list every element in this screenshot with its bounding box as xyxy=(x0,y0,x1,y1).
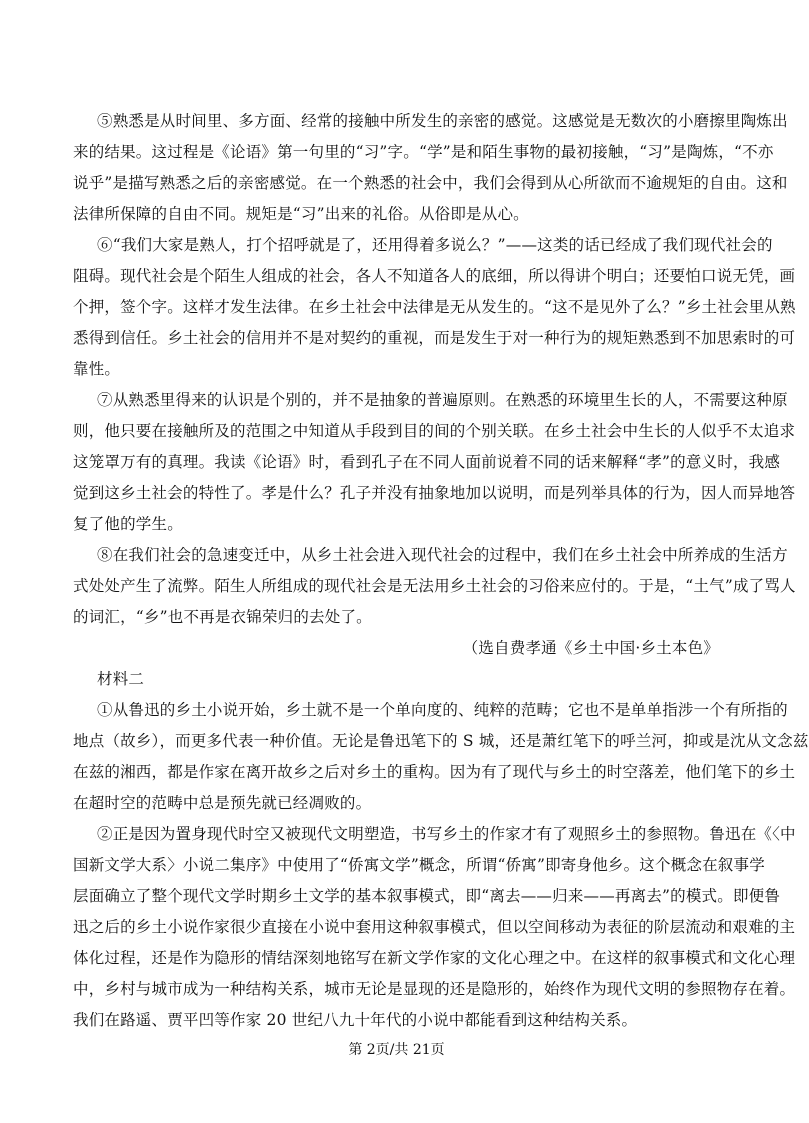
material-one-paragraph-4-line: 的词汇，“乡”也不再是衣锦荣归的去处了。 xyxy=(73,608,372,626)
material-one-paragraph-3-line: 觉到这乡土社会的特性了。孝是什么？孔子并没有抽象地加以说明，而是列举具体的行为，因人而异地答 xyxy=(73,484,796,502)
material-two-paragraph-2-line: 我们在路遥、贾平凹等作家 20 世纪八九十年代的小说中都能看到这种结构关系。 xyxy=(73,1011,638,1029)
page-footer: 第 2页/共 21页 xyxy=(348,1042,445,1058)
source-citation: （选自费孝通《乡土中国·乡土本色》 xyxy=(462,639,719,657)
material-one-paragraph-2-line: ⑥“我们大家是熟人，打个招呼就是了，还用得着多说么？”——这类的话已经成了我们现代社会的 xyxy=(97,236,773,254)
material-two-paragraph-2-line: 迅之后的乡土小说作家很少直接在小说中套用这种叙事模式，但以空间移动为表征的阶层流动和艰难的主 xyxy=(73,918,796,936)
material-one-paragraph-1-line: 来的结果。这过程是《论语》第一句里的“习”字。“学”是和陌生事物的最初接触，“习”是陶炼，“不亦 xyxy=(73,143,774,161)
material-two-paragraph-2-line: 体化过程，还是作为隐形的情结深刻地铭写在新文学作家的文化心理之中。在这样的叙事模式和文化心理 xyxy=(73,949,796,967)
material-one-paragraph-4-line: ⑧在我们社会的急速变迁中，从乡土社会进入现代社会的过程中，我们在乡土社会中所养成的生活方 xyxy=(97,546,788,564)
material-two-paragraph-2-line: 中，乡村与城市成为一种结构关系，城市无论是显现的还是隐形的，始终作为现代文明的参照物存在着。 xyxy=(73,980,796,998)
material-two-paragraph-2-line: ②正是因为置身现代时空又被现代文明塑造，书写乡土的作家才有了观照乡土的参照物。鲁迅在《〈中 xyxy=(97,825,796,843)
material-two-paragraph-2-line: 国新文学大系〉小说二集序》中使用了“侨寓文学”概念，所谓“侨寓”即寄身他乡。这个概念在叙事学 xyxy=(73,856,765,874)
material-two-heading: 材料二 xyxy=(97,670,145,688)
material-one-paragraph-3-line: 则，他只要在接触所及的范围之中知道从手段到目的间的个别关联。在乡土社会中生长的人似乎不太追求 xyxy=(73,422,796,440)
material-one-paragraph-4-line: 式处处产生了流弊。陌生人所组成的现代社会是无法用乡土社会的习俗来应付的。于是，“土气”成了骂人 xyxy=(73,577,796,595)
material-two-paragraph-1-line: 地点（故乡），而更多代表一种价值。无论是鲁迅笔下的 S 城，还是萧红笔下的呼兰河，抑或是沈从文念兹 xyxy=(73,732,809,750)
material-one-paragraph-2-line: 阻碍。现代社会是个陌生人组成的社会，各人不知道各人的底细，所以得讲个明白；还要怕口说无凭，画 xyxy=(73,267,796,285)
material-one-paragraph-1-line: 说乎”是描写熟悉之后的亲密感觉。在一个熟悉的社会中，我们会得到从心所欲而不逾规矩的自由。这和 xyxy=(73,174,788,192)
material-two-paragraph-1-line: 在超时空的范畴中总是预先就已经凋败的。 xyxy=(73,794,372,812)
material-one-paragraph-2-line: 悉得到信任。乡土社会的信用并不是对契约的重视，而是发生于对一种行为的规矩熟悉到不加思索时的可 xyxy=(73,329,796,347)
material-one-paragraph-1-line: 法律所保障的自由不同。规矩是“习”出来的礼俗。从俗即是从心。 xyxy=(73,205,529,223)
material-two-paragraph-1-line: 在兹的湘西，都是作家在离开故乡之后对乡土的重构。因为有了现代与乡土的时空落差，他们笔下的乡土 xyxy=(73,763,796,781)
material-one-paragraph-3-line: 复了他的学生。 xyxy=(73,515,183,533)
material-two-paragraph-1-line: ①从鲁迅的乡土小说开始，乡土就不是一个单向度的、纯粹的范畴；它也不是单单指涉一个有所指的 xyxy=(97,701,788,719)
material-one-paragraph-3-line: ⑦从熟悉里得来的认识是个别的，并不是抽象的普遍原则。在熟悉的环境里生长的人，不需要这种原 xyxy=(97,391,788,409)
material-one-paragraph-3-line: 这笼罩万有的真理。我读《论语》时，看到孔子在不同人面前说着不同的话来解释“孝”的意义时，我感 xyxy=(73,453,781,471)
body-text xyxy=(73,106,809,1036)
material-two-paragraph-2-line: 层面确立了整个现代文学时期乡土文学的基本叙事模式，即“离去——归来——再离去”的模式。即便鲁 xyxy=(73,887,781,905)
material-one-paragraph-1-line: ⑤熟悉是从时间里、多方面、经常的接触中所发生的亲密的感觉。这感觉是无数次的小磨擦里陶炼出 xyxy=(97,112,788,130)
material-one-paragraph-2-line: 靠性。 xyxy=(73,360,121,378)
material-one-paragraph-2-line: 个押，签个字。这样才发生法律。在乡土社会中法律是无从发生的。“这不是见外了么？”乡土社会里从熟 xyxy=(73,298,796,316)
